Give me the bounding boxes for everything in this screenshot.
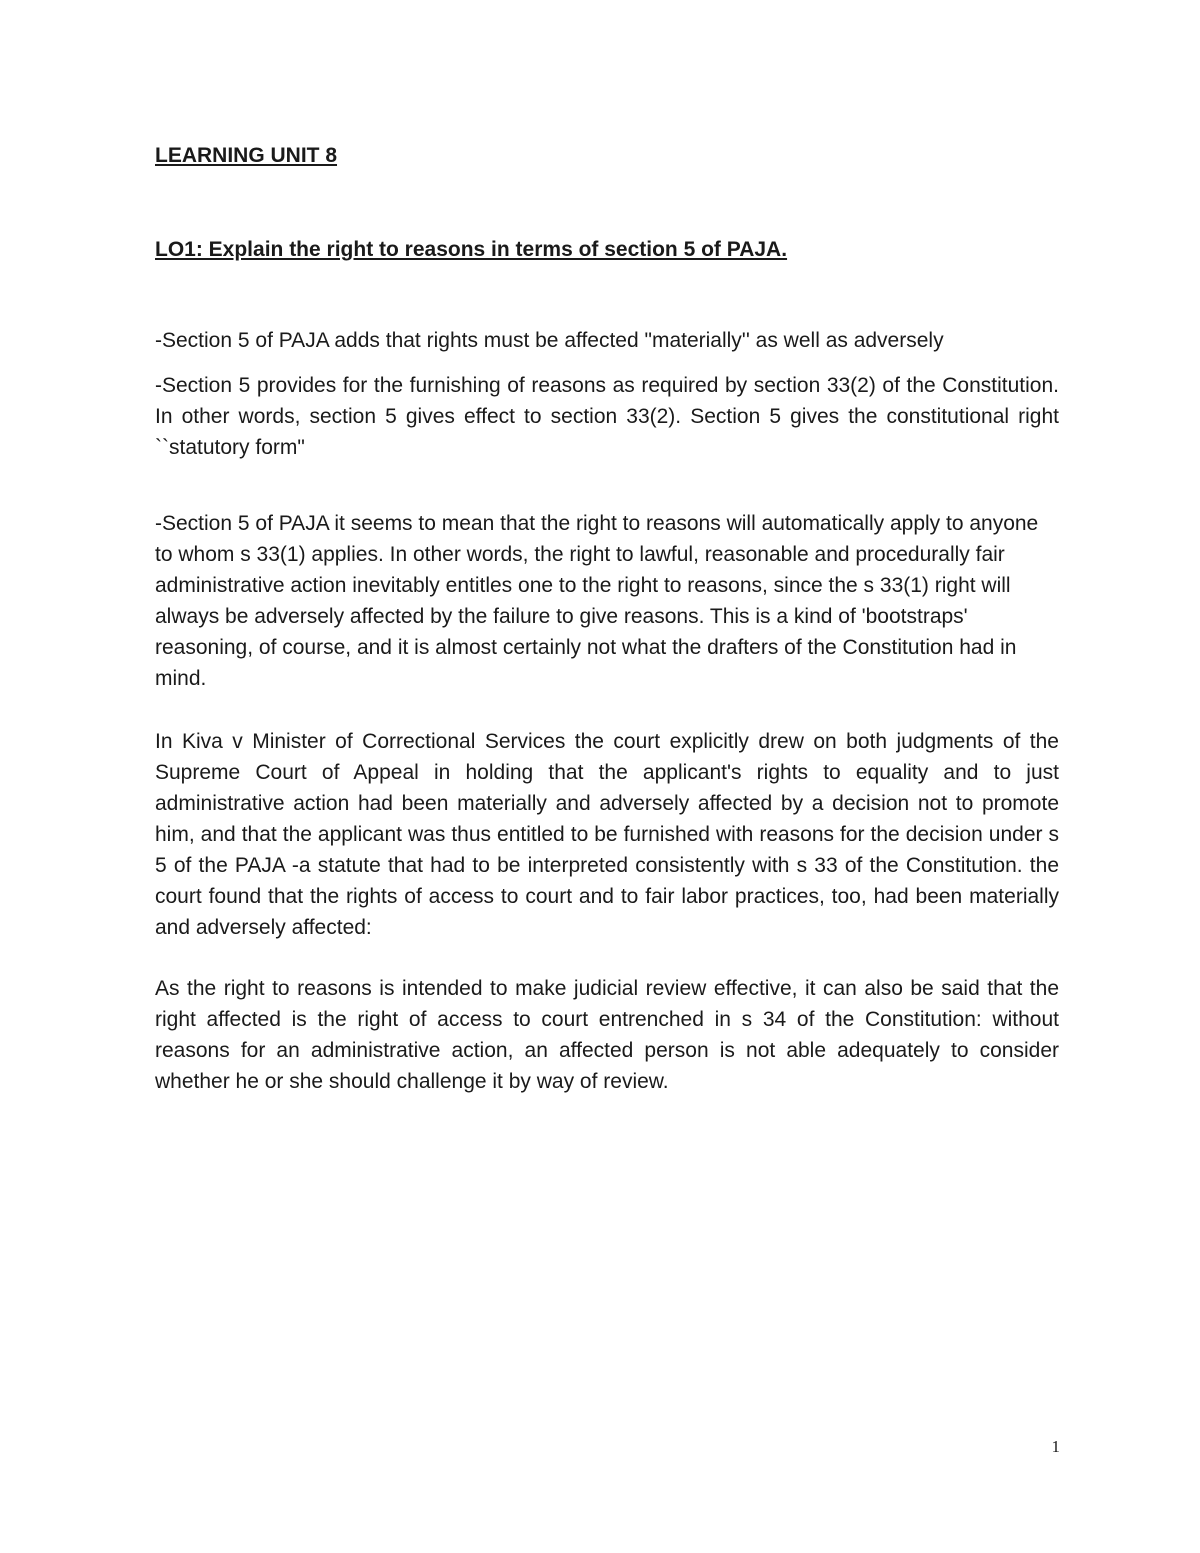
paragraph: -Section 5 of PAJA it seems to mean that the right to reasons will automatically apply to anyone to whom s 33(1) applies. In other words, the right to lawful, reasonable and procedurally fair administrative action inevitably entitles one to the right to reasons, since the s 33(1) right will always be adversely affected by the failure to give reasons. This is a kind of 'bootstraps' reasoning, of course, and it is almost certainly not what the drafters of the Constitution had in mind. [155, 512, 1039, 690]
unit-heading: LEARNING UNIT 8 [155, 144, 338, 167]
paragraph: As the right to reasons is intended to make judicial review effective, it can also be said that the right affected is the right of access to court entrenched in s 34 of the Constitution: without reasons for an administrative action, an affected person is not able adequately to consider whether he or she should challenge it by way of review. [155, 977, 1059, 1093]
paragraph: -Section 5 of PAJA adds that rights must be affected "materially'' as well as adversely [155, 329, 944, 352]
page-number: 1 [1051, 1437, 1060, 1456]
document-body [155, 141, 1059, 1097]
paragraph: In Kiva v Minister of Correctional Services the court explicitly drew on both judgments of the Supreme Court of Appeal in holding that the applicant's rights to equality and to just administrative action had been materially and adversely affected by a decision not to promote him, and that the applicant was thus entitled to be furnished with reasons for the decision under s 5 of the PAJA -a statute that had to be interpreted consistently with s 33 of the Constitution. the court found that the rights of access to court and to fair labor practices, too, had been materially and adversely affected: [155, 730, 1059, 939]
paragraph: -Section 5 provides for the furnishing of reasons as required by section 33(2) of the Constitution. In other words, section 5 gives effect to section 33(2). Section 5 gives the constitutional right ``statutory form" [155, 374, 1059, 459]
learning-objective-heading: LO1: Explain the right to reasons in terms of section 5 of PAJA. [155, 238, 788, 261]
